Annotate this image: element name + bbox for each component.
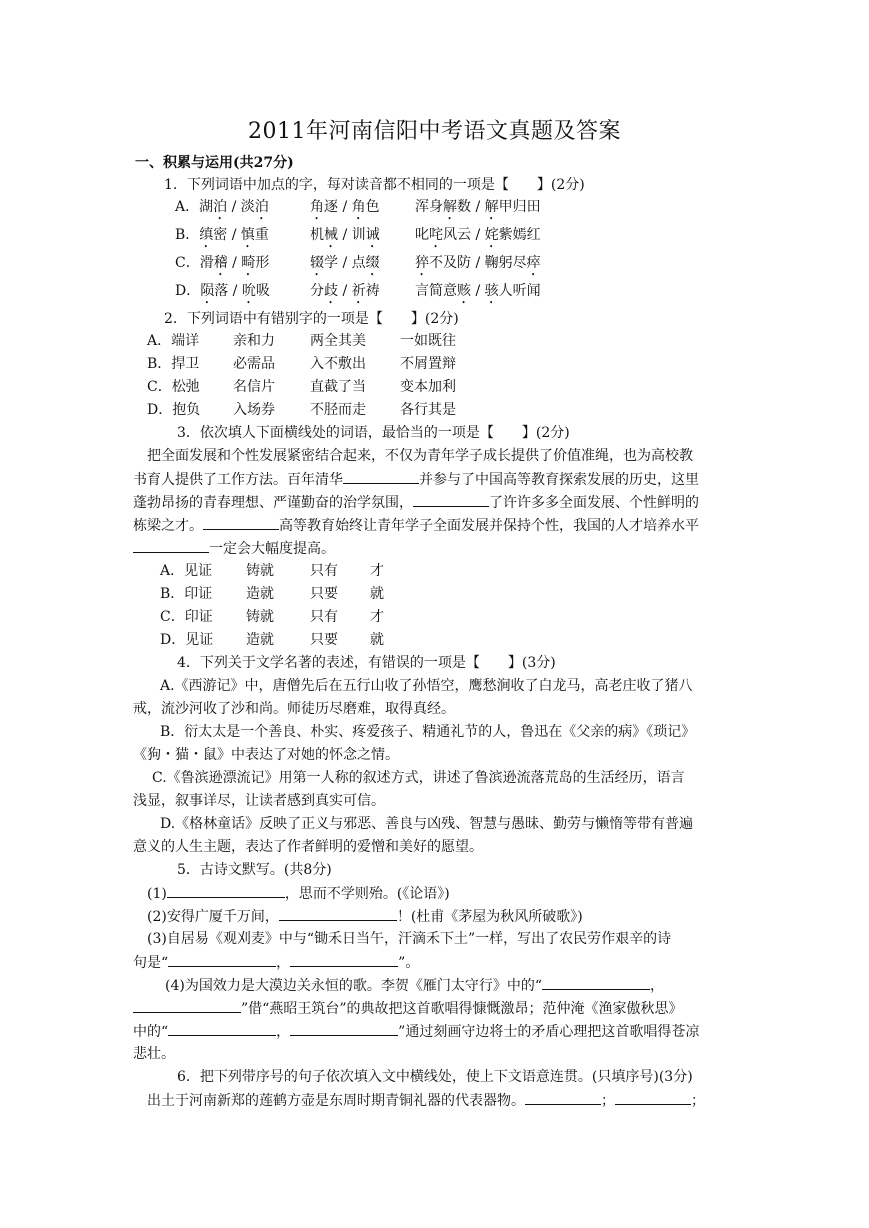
q2-stem: 2．下列词语中有错别字的一项是【 】(2分)	[164, 311, 459, 327]
q4-option-b-line2: 《狗・猫・鼠》中表达了对她的怀念之情。	[133, 747, 399, 763]
q1-b-col1: B．缜密 / 慎重	[175, 227, 269, 243]
q3-passage-line5: 一定会大幅度提高。	[133, 538, 335, 559]
q4-option-a-line1: A.《西游记》中，唐僧先后在五行山收了孙悟空，鹰愁涧收了白龙马，高老庄收了猪八	[160, 678, 693, 694]
q6-stem: 6．把下列带序号的句子依次填入文中横线处，使上下文语意连贯。(只填序号)(3分)	[177, 1069, 693, 1085]
q4-option-d-line1: D.《格林童话》反映了正义与邪恶、善良与凶残、智慧与愚昧、勤劳与懒惰等带有普遍	[160, 816, 694, 832]
q1-b-col3: 叱咤风云 / 姹紫嫣红	[415, 227, 541, 243]
q5-item4-line1: (4)为国效力是大漠边关永恒的歌。李贺《雁门太守行》中的“ ，	[165, 975, 664, 996]
q4-stem: 4．下列关于文学名著的表述，有错误的一项是【 】(3分)	[177, 655, 556, 671]
q5-item2: (2)安得广厦千万间， ！(杜甫《茅屋为秋风所破歌》)	[147, 906, 583, 927]
q1-b-col2: 机械 / 训诫	[310, 227, 380, 243]
q5-item1: (1) ，思而不学则殆。(《论语》)	[147, 883, 450, 904]
q3-passage-line3: 蓬勃昂扬的青春理想、严谨勤奋的治学氛围， 了许许多多全面发展、个性鲜明的	[133, 492, 699, 513]
q5-item4-line3: 中的“ ， ”通过刻画守边将士的矛盾心理把这首歌唱得苍凉	[133, 1021, 699, 1042]
q1-c-col3: 猝不及防 / 鞠躬尽瘁	[415, 255, 541, 271]
q3-stem: 3．依次填人下面横线处的词语，最恰当的一项是【 】(2分)	[177, 425, 570, 441]
document-page: 2011年河南信阳中考语文真题及答案 一、积累与运用(共27分) 1．下列词语中加点的字，每对读音都不相同的一项是【 】(2分) A．湖泊 / 淡泊 角逐 / 角色 浑身解数 / 解甲归田 B．缜密 / 慎重 机械 / 训诫 叱咤风云 / 姹紫嫣红 C．滑稽 / 畸形 辍学 / 点缀 猝不及防 / 鞠躬尽瘁 D．陨落 / 吮吸 分歧 / 祈祷 言简意赅 / 骇人听闻 2．下列词语中有错别字的一项是【 】(2分) A．端详 亲和力 两全其美 一如既往 B．捍卫 必需品 入不敷出 不屑置辩 C．松弛 名信片 直截了当 变本加利 D．抱负 入场券 不胫而走 各行其是 3．依次填人下面横线处的词语，最恰当的一项是【 】(2分) 把全面发展和个性发展紧密结合起来，不仅为青年学子成长提供了价值准绳，也为高校教 书育人提供了工作方法。百年清华 并参与了中国高等教育探索发展的历史，这里 蓬勃昂扬的青春理想、严谨勤奋的治学氛围， 了许许多多全面发展、个性鲜明的 栋梁之才。 高等教育始终让青年学子全面发展并保持个性，我国的人才培养水平 一定会大幅度提高。 A．见证 铸就 只有 才 B．印证 造就 只要 就 C．印证 铸就 只有 才 D．见证 造就 只要 就 4．下列关于文学名著的表述，有错误的一项是【 】(3分) A.《西游记》中，唐僧先后在五行山收了孙悟空，鹰愁涧收了白龙马，高老庄收了猪八 戒，流沙河收了沙和尚。师徒历尽磨难，取得真经。 B．衍太太是一个善良、朴实、疼爱孩子、精通礼节的人，鲁迅在《父亲的病》《琐记》 《狗・猫・鼠》中表达了对她的怀念之情。 C.《鲁滨逊漂流记》用第一人称的叙述方式，讲述了鲁滨逊流落荒岛的生活经历，语言 浅显，叙事详尽，让读者感到真实可信。 D.《格林童话》反映了正义与邪恶、善良与凶残、智慧与愚昧、勤劳与懒惰等带有普遍 意义的人生主题，表达了作者鲜明的爱憎和美好的愿望。 5．古诗文默写。(共8分) (1) ，思而不学则殆。(《论语》) (2)安得广厦千万间， ！(杜甫《茅屋为秋风所破歌》) (3)自居易《观刈麦》中与“锄禾日当午，汗滴禾下土”一样，写出了农民劳作艰辛的诗 句是“ ， ”。 (4)为国效力是大漠边关永恒的歌。李贺《雁门太守行》中的“ ， ”借“燕昭王筑台”的典故把这首歌唱得慷慨激昂；范仲淹《渔家傲秋思》 中的“ ， ”通过刻画守边将士的矛盾心理把这首歌唱得苍凉 悲壮。 6．把下列带序号的句子依次填入文中横线处，使上下文语意连贯。(只填序号)(3分) 出土于河南新郑的莲鹤方壶是东周时期青铜礼器的代表器物。 ； ；	[0, 0, 869, 1228]
q1-stem: 1．下列词语中加点的字，每对读音都不相同的一项是【 】(2分)	[164, 177, 585, 193]
q1-a-col3: 浑身解数 / 解甲归田	[415, 199, 541, 215]
q1-a-col2: 角逐 / 角色	[310, 199, 380, 215]
q1-d-col2: 分歧 / 祈祷	[310, 283, 380, 299]
q1-c-col1: C．滑稽 / 畸形	[175, 255, 270, 271]
q1-a-col1: A．湖泊 / 淡泊	[175, 199, 269, 215]
section-heading: 一、积累与运用(共27分)	[135, 155, 294, 171]
q6-passage-line1: 出土于河南新郑的莲鹤方壶是东周时期青铜礼器的代表器物。 ； ；	[147, 1090, 705, 1111]
q5-item4-line4: 悲壮。	[133, 1046, 175, 1062]
q4-option-d-line2: 意义的人生主题，表达了作者鲜明的爱憎和美好的愿望。	[133, 839, 483, 855]
q3-passage-line4: 栋梁之才。 高等教育始终让青年学子全面发展并保持个性，我国的人才培养水平	[133, 515, 699, 536]
q5-item3-line2: 句是“ ， ”。	[133, 952, 419, 973]
page-title: 2011年河南信阳中考语文真题及答案	[248, 119, 621, 144]
q1-d-col1: D．陨落 / 吮吸	[175, 283, 270, 299]
q4-option-a-line2: 戒，流沙河收了沙和尚。师徒历尽磨难，取得真经。	[133, 701, 455, 717]
q5-item4-line2: ”借“燕昭王筑台”的典故把这首歌唱得慷慨激昂；范仲淹《渔家傲秋思》	[133, 998, 682, 1019]
q3-passage-line1: 把全面发展和个性发展紧密结合起来，不仅为青年学子成长提供了价值准绳，也为高校教	[147, 448, 693, 464]
q4-option-b-line1: B．衍太太是一个善良、朴实、疼爱孩子、精通礼节的人，鲁迅在《父亲的病》《琐记》	[160, 724, 696, 740]
q4-option-c-line1: C.《鲁滨逊漂流记》用第一人称的叙述方式，讲述了鲁滨逊流落荒岛的生活经历，语言	[152, 770, 685, 786]
q3-passage-line2: 书育人提供了工作方法。百年清华 并参与了中国高等教育探索发展的历史，这里	[133, 469, 699, 490]
q1-d-col3: 言简意赅 / 骇人听闻	[415, 283, 541, 299]
q5-item3-line1: (3)自居易《观刈麦》中与“锄禾日当午，汗滴禾下土”一样，写出了农民劳作艰辛的诗	[147, 931, 672, 947]
q5-stem: 5．古诗文默写。(共8分)	[177, 862, 332, 878]
q1-c-col2: 辍学 / 点缀	[310, 255, 380, 271]
q4-option-c-line2: 浅显，叙事详尽，让读者感到真实可信。	[133, 793, 385, 809]
